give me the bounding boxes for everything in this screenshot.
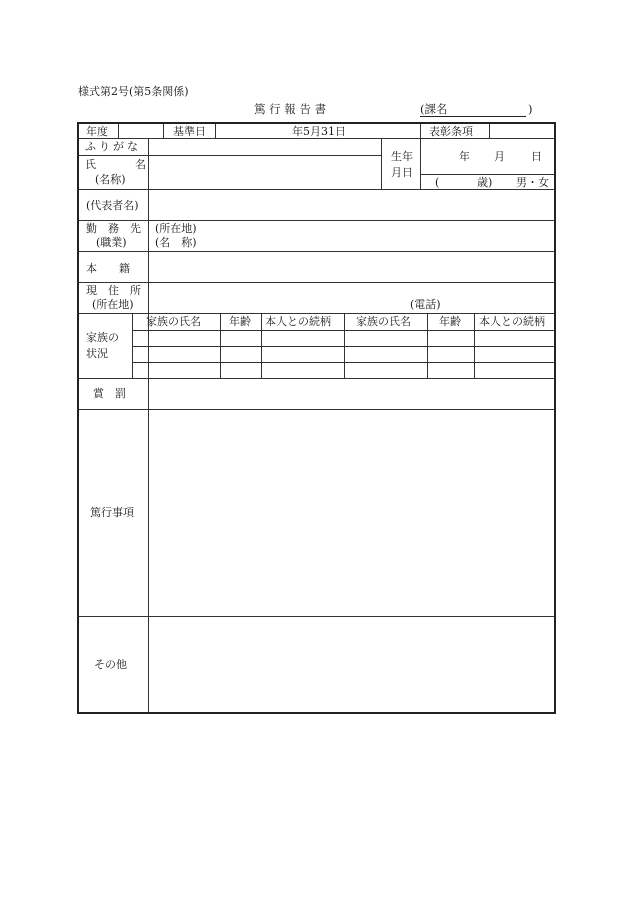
phone-label: (電話)	[410, 298, 441, 311]
birth-day-label: 日	[531, 150, 542, 163]
col-divider	[261, 313, 262, 378]
residence-label: 現 住 所	[86, 284, 141, 297]
col-divider	[148, 138, 149, 712]
row-divider	[79, 409, 554, 410]
workplace-label: 勤 務 先	[86, 222, 141, 235]
col-divider	[118, 124, 119, 138]
col-divider	[489, 124, 490, 138]
col-divider	[220, 313, 221, 378]
domicile-label: 本 籍	[86, 262, 130, 275]
row-divider	[79, 220, 554, 221]
row-divider	[79, 616, 554, 617]
other-label: その他	[94, 658, 127, 671]
row-divider	[132, 346, 554, 347]
report-form-table	[77, 122, 556, 714]
section-underline	[420, 116, 526, 117]
document-title: 篤 行 報 告 書	[254, 102, 327, 116]
col-divider	[344, 313, 345, 378]
family-label-2: 状況	[86, 347, 108, 360]
name-label-2: 名	[135, 158, 146, 171]
row-divider	[79, 155, 381, 156]
family-col-name-2: 家族の氏名	[356, 315, 411, 328]
row-divider	[79, 251, 554, 252]
age-open: (	[435, 176, 440, 189]
family-col-relation-1: 本人との続柄	[265, 315, 331, 328]
residence-address-label: (所在地)	[92, 298, 134, 311]
family-col-name-1: 家族の氏名	[146, 315, 201, 328]
sex-field[interactable]: 男・女	[516, 176, 549, 189]
rewards-label: 賞 罰	[93, 387, 126, 400]
col-divider	[215, 124, 216, 138]
col-divider	[163, 124, 164, 138]
workplace-name-label: (名 称)	[155, 236, 197, 249]
deeds-label: 篤行事項	[90, 506, 134, 519]
name-label-paren: (名称)	[95, 173, 126, 186]
birth-label-2: 月日	[391, 166, 413, 179]
row-divider	[79, 282, 554, 283]
birth-year-label: 年	[459, 150, 470, 163]
name-label-1: 氏	[85, 158, 96, 171]
birth-month-label: 月	[494, 150, 505, 163]
base-date-label: 基準日	[173, 125, 206, 138]
occupation-label: (職業)	[96, 236, 127, 249]
age-close: 歳)	[477, 176, 493, 189]
row-divider	[132, 362, 554, 363]
family-col-relation-2: 本人との続柄	[479, 315, 545, 328]
col-divider	[474, 313, 475, 378]
row-divider	[79, 313, 554, 314]
row-divider	[420, 174, 554, 175]
row-divider	[132, 330, 554, 331]
col-divider	[381, 138, 382, 189]
year-label: 年度	[86, 125, 108, 138]
col-divider	[132, 313, 133, 378]
col-divider	[420, 124, 421, 189]
base-date-value: 年5月31日	[292, 125, 346, 138]
row-divider	[79, 138, 554, 139]
section-name-field[interactable]: (課名 )	[420, 102, 533, 116]
workplace-address-label: (所在地)	[155, 222, 197, 235]
row-divider	[79, 378, 554, 379]
commendation-label: 表彰条項	[429, 125, 473, 138]
col-divider	[427, 313, 428, 378]
form-number: 様式第2号(第5条関係)	[78, 85, 189, 98]
family-label-1: 家族の	[86, 331, 119, 344]
family-col-age-1: 年齢	[229, 315, 251, 328]
representative-label: (代表者名)	[86, 199, 139, 212]
furigana-label: ふりがな	[85, 140, 141, 153]
birth-label-1: 生年	[391, 150, 413, 163]
family-col-age-2: 年齢	[439, 315, 461, 328]
row-divider	[79, 189, 554, 190]
